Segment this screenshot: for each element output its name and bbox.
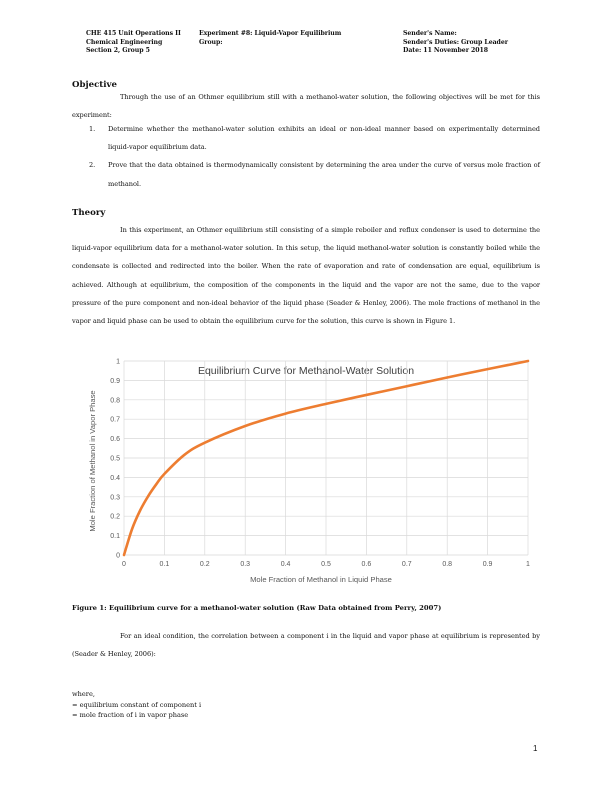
x-tick-label: 0.5 bbox=[321, 561, 331, 568]
header-sender-duties: Sender's Duties: Group Leader bbox=[403, 38, 508, 46]
objective-item bbox=[72, 120, 540, 156]
x-tick-label: 0.8 bbox=[442, 561, 453, 568]
x-tick-label: 0.3 bbox=[240, 561, 251, 568]
page-number: 1 bbox=[533, 744, 538, 753]
objective-intro: Through the use of an Othmer equilibrium still with a methanol-water solution, the following objectives will be met for this experiment: bbox=[72, 93, 540, 120]
x-tick-label: 0 bbox=[122, 561, 126, 568]
y-tick-label: 0.2 bbox=[110, 513, 120, 521]
y-axis-label: Mole Fraction of Methanol in Vapor Phase bbox=[88, 390, 97, 532]
y-tick-label: 0.8 bbox=[110, 397, 120, 405]
y-tick-label: 0.5 bbox=[110, 455, 120, 463]
equilibrium-chart bbox=[78, 352, 538, 592]
header-right bbox=[403, 30, 508, 56]
y-tick-label: 0.3 bbox=[110, 494, 120, 502]
objective-item-text: Prove that the data obtained is thermodynamically consistent by determining the area under the curve of versus mole fraction of methanol. bbox=[108, 161, 540, 188]
y-tick-label: 0.9 bbox=[110, 377, 120, 385]
x-tick-label: 1 bbox=[526, 561, 530, 568]
header-left bbox=[86, 30, 181, 56]
y-tick-label: 0 bbox=[116, 552, 120, 560]
chart-title: Equilibrium Curve for Methanol-Water Solution bbox=[197, 365, 415, 377]
definition-line: = equilibrium constant of component i bbox=[72, 700, 202, 709]
objective-item-number: 2. bbox=[89, 161, 96, 170]
header-department: Chemical Engineering bbox=[86, 38, 163, 46]
objective-item-text: Determine whether the methanol-water solution exhibits an ideal or non-ideal manner based on experimentally determined liquid-vapor equilibrium data. bbox=[108, 125, 540, 152]
header-experiment: Experiment #8: Liquid-Vapor Equilibrium bbox=[199, 30, 342, 37]
header-sender-name: Sender's Name: bbox=[403, 30, 457, 37]
objective-list bbox=[72, 120, 540, 193]
y-tick-label: 1 bbox=[116, 358, 120, 366]
theory-heading: Theory bbox=[72, 208, 106, 218]
definition-line: where, bbox=[72, 690, 95, 698]
chart-grid bbox=[124, 361, 528, 555]
header-date: Date: 11 November 2018 bbox=[403, 47, 489, 55]
theory-paragraph: In this experiment, an Othmer equilibrium still consisting of a simple reboiler and reflux condenser is used to determine the liquid-vapor equilibrium data for a methanol-water solution. In this setup, the liquid methanol-water solution is constantly boiled while the condensate is collected and redirected into the boiler. When the rate of evaporation and rate of condensation are equal, equilibrium is achieved. Although at equilibrium, the composition of the components in the liquid and the vapor are not the same, due to the vapor pressure of the pure component and non-ideal behavior of the liquid phase (Seader & Henley, 2006). The mole fractions of methanol in the vapor and liquid phase can be used to obtain the equilibrium curve for the solution, this curve is shown in Figure 1. bbox=[72, 226, 540, 326]
y-tick-label: 0.4 bbox=[110, 474, 120, 482]
x-tick-label: 0.1 bbox=[159, 561, 170, 568]
x-tick-label: 0.6 bbox=[361, 561, 372, 568]
header-section: Section 2, Group 5 bbox=[86, 47, 150, 55]
x-tick-label: 0.2 bbox=[199, 561, 210, 568]
x-tick-label: 0.9 bbox=[482, 561, 493, 568]
definitions bbox=[72, 689, 201, 721]
header-course: CHE 415 Unit Operations II bbox=[86, 30, 181, 37]
objective-heading: Objective bbox=[72, 80, 117, 90]
y-tick-label: 0.6 bbox=[110, 436, 120, 444]
objective-item bbox=[72, 156, 540, 192]
objective-item-number: 1. bbox=[89, 125, 96, 133]
ideal-condition-paragraph: For an ideal condition, the correlation between a component i in the liquid and vapor phase at equilibrium is represented by (Seader & Henley, 2006): bbox=[72, 632, 540, 659]
definition-line: = mole fraction of i in vapor phase bbox=[72, 711, 189, 719]
x-tick-label: 0.7 bbox=[401, 561, 412, 568]
x-tick-label: 0.4 bbox=[280, 561, 291, 568]
header-middle bbox=[199, 30, 341, 47]
x-axis-label: Mole Fraction of Methanol in Liquid Phase bbox=[250, 575, 392, 584]
header-group: Group: bbox=[199, 38, 223, 46]
figure-caption: Figure 1: Equilibrium curve for a methanol-water solution (Raw Data obtained from Perry, 2007) bbox=[72, 604, 442, 612]
y-tick-label: 0.1 bbox=[110, 533, 120, 541]
y-tick-label: 0.7 bbox=[110, 416, 120, 424]
